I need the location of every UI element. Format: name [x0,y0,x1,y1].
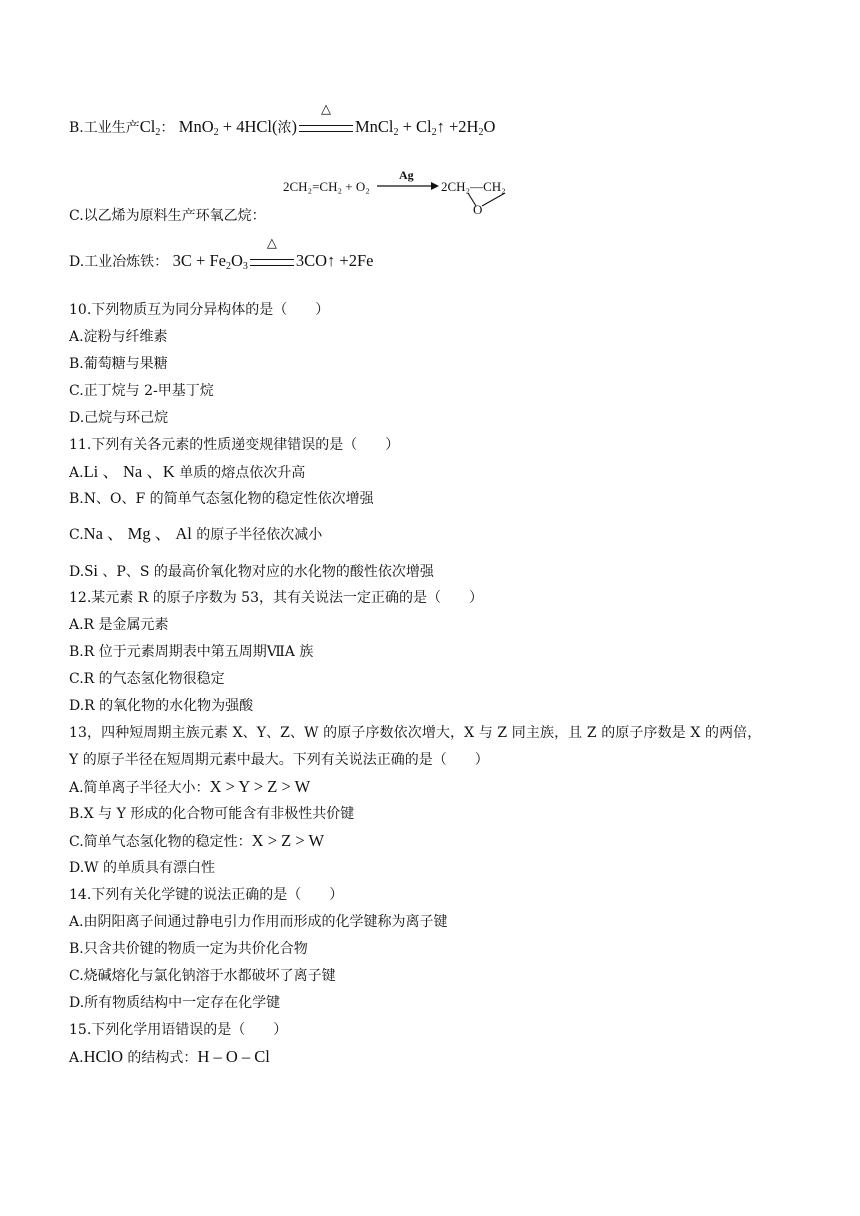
formula-cl2: $Cl_2$ [139,117,161,138]
heat-arrow: △ [248,252,296,270]
q14-option-b: B.只含共价键的物质一定为共价化合物 [69,941,308,957]
q12-option-c: C.R 的气态氢化物很稳定 [69,671,225,687]
q12-option-a: A.R 是金属元素 [69,617,169,633]
q13-stem-line1: 13，四种短周期主族元素 X、Y、Z、W 的原子序数依次增大，X 与 Z 同主族，且 Z 的原子序数是 X 的两倍， [69,725,762,741]
equation-b: MnO$_2$ + 4HCl(浓) △ MnCl$_2$ + $Cl_2↑ +2H_2O$ [178,101,496,138]
q11-option-d: D.Si 、P、S 的最高价氧化物对应的水化物的酸性依次增强 [69,561,434,580]
q10-option-d: D.己烷与环己烷 [69,410,169,426]
reaction-oxygen: O [473,202,483,217]
heat-arrow: △ [297,118,355,136]
q12-stem: 12.某元素 R 的原子序数为 53，其有关说法一定正确的是（ ） [69,590,483,606]
q13-option-a: A.简单离子半径大小：X > Y > Z > W [69,777,311,796]
option-c-line: C.以乙烯为原料生产环氧乙烷： [69,208,266,224]
q15-option-a: A.HClO 的结构式：H – O – Cl [69,1047,270,1066]
q13-stem-line2: Y 的原子半径在短周期元素中最大。下列有关说法正确的是（ ） [69,752,489,768]
q11-stem: 11.下列有关各元素的性质递变规律错误的是（ ） [69,437,400,453]
reaction-catalyst: Ag [399,168,414,182]
q11-option-a: A.Li 、 Na 、K 单质的熔点依次升高 [69,462,306,481]
q10-stem: 10.下列物质互为同分异构体的是（ ） [69,302,330,318]
option-b-line [69,101,496,138]
q11-option-b: B.N、O、F 的简单气态氢化物的稳定性依次增强 [69,491,374,507]
q10-option-a: A.淀粉与纤维素 [69,329,168,345]
q12-option-d: D.R 的氧化物的水化物为强酸 [69,698,254,714]
reaction-left: 2CH₂=CH₂ + O₂ [283,179,370,194]
q14-stem: 14.下列有关化学键的说法正确的是（ ） [69,887,344,903]
q14-option-a: A.由阴阳离子间通过静电引力作用而形成的化学键称为离子键 [69,914,448,930]
q10-option-c: C.正丁烷与 2-甲基丁烷 [69,383,214,399]
option-d-line [69,235,374,272]
q13-option-c: C.简单气态氢化物的稳定性：X > Z > W [69,831,325,850]
colon: ： [160,120,175,136]
equation-d: $3C + Fe_2O_3$ △ 3CO↑ +2Fe [172,235,374,272]
option-label: B.工业生产 [69,120,140,136]
q13-option-b: B.X 与 Y 形成的化合物可能含有非极性共价键 [69,806,355,822]
q13-option-d: D.W 的单质具有漂白性 [69,860,216,876]
q14-option-c: C.烧碱熔化与氯化钠溶于水都破坏了离子键 [69,968,336,984]
reaction-right: 2CH₂—CH₂ [441,179,506,194]
q12-option-b: B.R 位于元素周期表中第五周期ⅦA 族 [69,644,314,660]
option-label: D.工业冶炼铁： [69,254,169,270]
q14-option-d: D.所有物质结构中一定存在化学键 [69,995,281,1011]
q15-stem: 15.下列化学用语错误的是（ ） [69,1022,288,1038]
q11-option-c: C.Na 、 Mg 、 Al 的原子半径依次减小 [69,524,323,543]
q10-option-b: B.葡萄糖与果糖 [69,356,168,372]
